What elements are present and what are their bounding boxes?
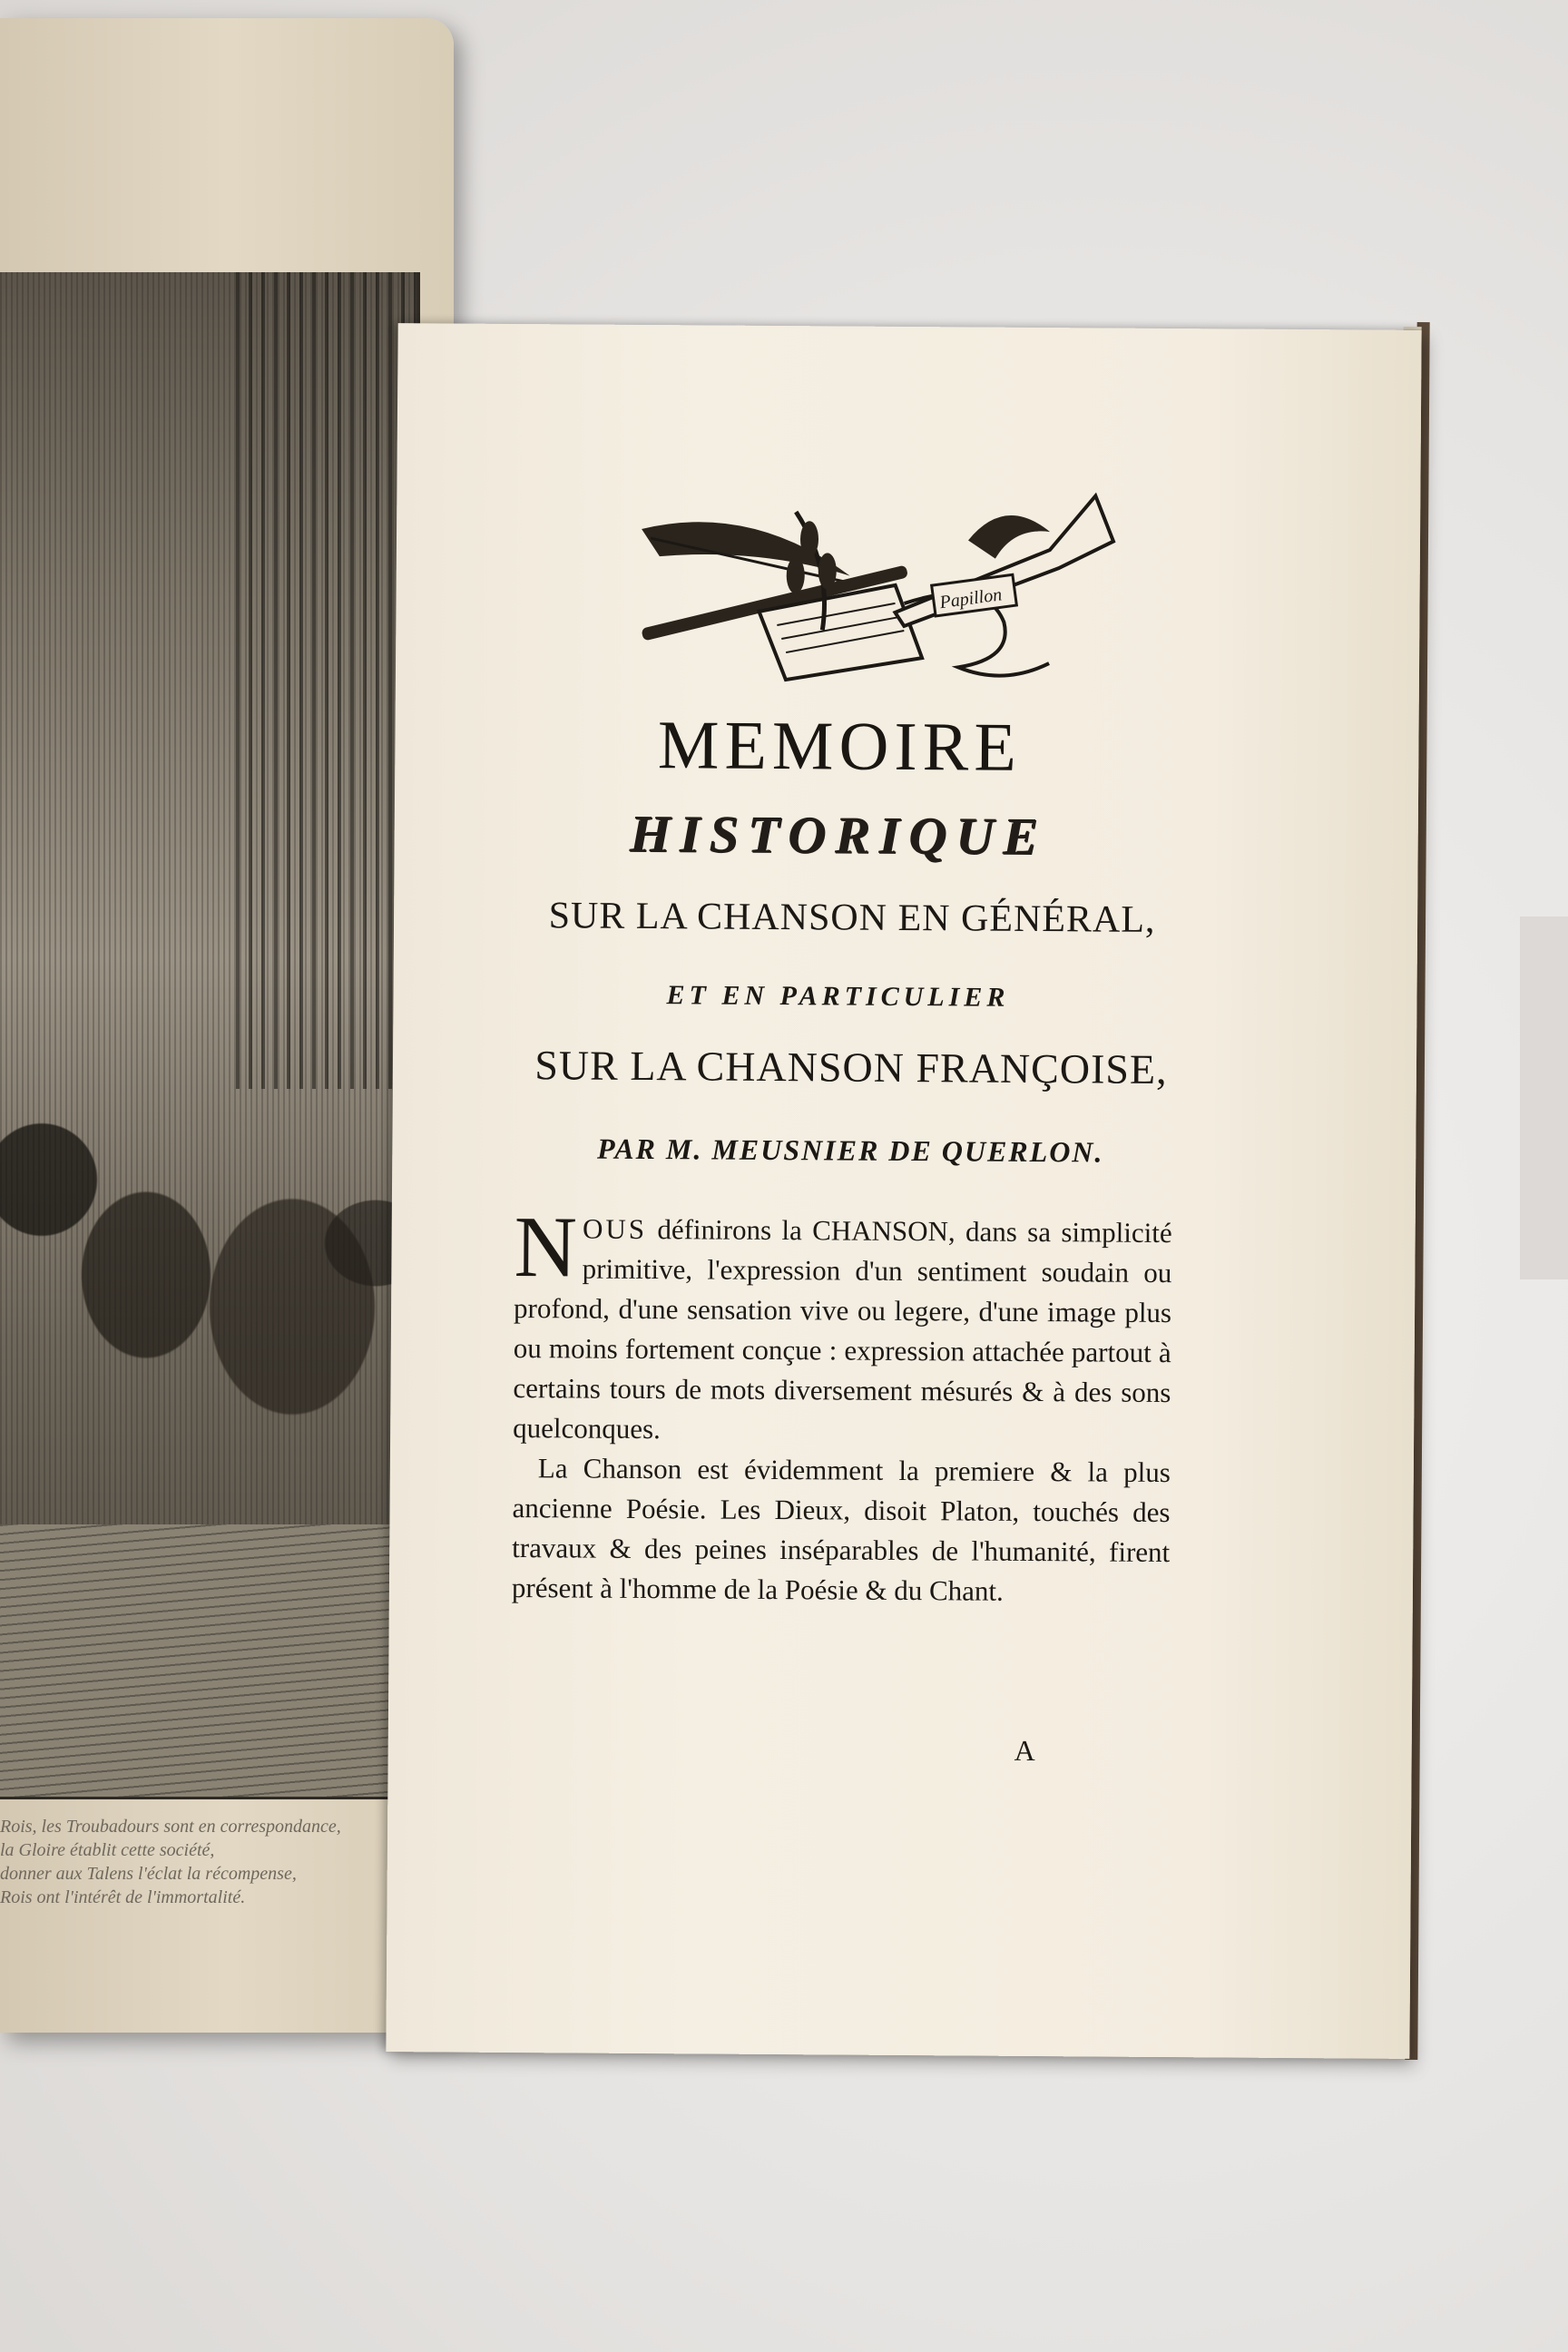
signature-mark: A bbox=[1014, 1733, 1035, 1768]
subtitle-line-3: SUR LA CHANSON FRANÇOISE, bbox=[534, 1042, 1168, 1093]
page-title: MEMOIRE bbox=[657, 707, 1023, 786]
ornament-vignette bbox=[622, 475, 1123, 696]
body-text bbox=[511, 1198, 1172, 1612]
engraving-illustration bbox=[0, 272, 420, 1799]
right-page bbox=[386, 323, 1421, 2059]
engraving-caption bbox=[0, 1815, 390, 1909]
first-word: OUS bbox=[582, 1212, 648, 1246]
paragraph-2: La Chanson est évidemment la premiere & la plus ancienne Poésie. Les Dieux, disoit Platon, touchés des travaux & des peines inséparables de l'humanité, firent présent à l'homme de la Poésie & du Chant. bbox=[511, 1452, 1171, 1607]
caption-line: Rois ont l'intérêt de l'immortalité. bbox=[0, 1887, 246, 1907]
subtitle-line-2: ET EN PARTICULIER bbox=[666, 980, 1010, 1013]
paragraph-1-text: définirons la CHANSON, dans sa simplicité primitive, l'expression d'un sentiment soudain ou profond, d'une sensation vive ou legere, d'une image plus ou moins fortement conçue : expression attachée partout à certains tours de mots diversement mésurés & à des sons quelconques. bbox=[513, 1213, 1172, 1446]
caption-line: donner aux Talens l'éclat la récompense, bbox=[0, 1864, 297, 1884]
caption-line: la Gloire établit cette société, bbox=[0, 1840, 215, 1860]
caption-line: Rois, les Troubadours sont en correspondance, bbox=[0, 1817, 341, 1837]
engraving-floor bbox=[0, 1524, 417, 1797]
paragraph-1 bbox=[513, 1198, 1172, 1453]
background-object bbox=[1520, 916, 1568, 1279]
left-page bbox=[0, 18, 454, 2033]
ornament-label: Papillon bbox=[938, 584, 1004, 613]
drop-cap: N bbox=[514, 1198, 578, 1296]
subtitle-line-1: SUR LA CHANSON EN GÉNÉRAL, bbox=[548, 895, 1156, 941]
subtitle-historique: HISTORIQUE bbox=[630, 804, 1048, 867]
engraving-figures bbox=[0, 926, 417, 1561]
author-line: PAR M. MEUSNIER DE QUERLON. bbox=[596, 1132, 1104, 1169]
